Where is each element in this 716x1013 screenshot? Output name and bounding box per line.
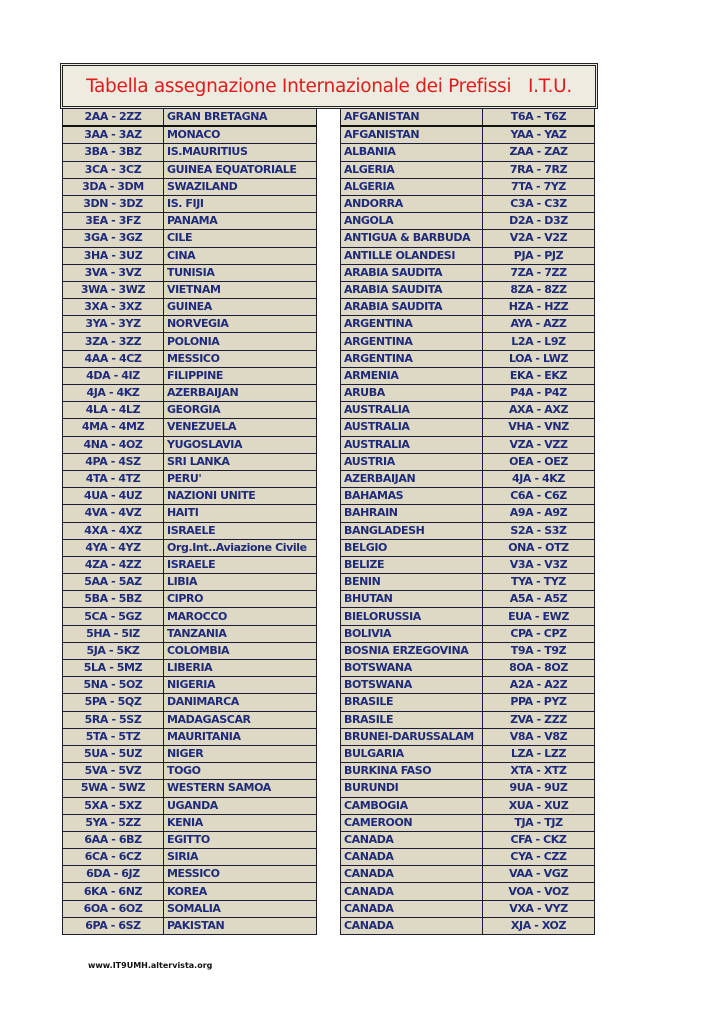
- country-cell: ALBANIA: [341, 144, 483, 161]
- table-row: [63, 178, 317, 195]
- right-prefix-table: [340, 108, 595, 935]
- country-cell: IS.MAURITIUS: [164, 144, 317, 161]
- country-cell: BELGIO: [341, 539, 483, 556]
- country-cell: BOLIVIA: [341, 625, 483, 642]
- country-cell: GRAN BRETAGNA: [164, 109, 317, 127]
- country-cell: GEORGIA: [164, 402, 317, 419]
- table-row: [341, 144, 595, 161]
- prefix-range-cell: V2A - V2Z: [483, 230, 595, 247]
- table-row: [63, 745, 317, 762]
- prefix-range-cell: 6KA - 6NZ: [63, 883, 164, 900]
- table-row: [63, 126, 317, 144]
- prefix-range-cell: 4UA - 4UZ: [63, 488, 164, 505]
- prefix-range-cell: EUA - EWZ: [483, 608, 595, 625]
- country-cell: POLONIA: [164, 333, 317, 350]
- country-cell: BURKINA FASO: [341, 763, 483, 780]
- country-cell: ANDORRA: [341, 195, 483, 212]
- prefix-range-cell: 6AA - 6BZ: [63, 831, 164, 848]
- table-row: [63, 728, 317, 745]
- prefix-range-cell: PJA - PJZ: [483, 247, 595, 264]
- prefix-range-cell: T6A - T6Z: [483, 109, 595, 127]
- table-row: [341, 711, 595, 728]
- prefix-range-cell: P4A - P4Z: [483, 385, 595, 402]
- table-row: [341, 385, 595, 402]
- table-row: [341, 367, 595, 384]
- country-cell: MADAGASCAR: [164, 711, 317, 728]
- prefix-range-cell: 3AA - 3AZ: [63, 126, 164, 144]
- prefix-range-cell: 8ZA - 8ZZ: [483, 281, 595, 298]
- country-cell: AUSTRALIA: [341, 419, 483, 436]
- prefix-range-cell: V3A - V3Z: [483, 556, 595, 573]
- prefix-range-cell: OEA - OEZ: [483, 453, 595, 470]
- country-cell: CILE: [164, 230, 317, 247]
- prefix-range-cell: L2A - L9Z: [483, 333, 595, 350]
- table-row: [341, 350, 595, 367]
- prefix-range-cell: 4DA - 4IZ: [63, 367, 164, 384]
- country-cell: CAMEROON: [341, 814, 483, 831]
- prefix-range-cell: LOA - LWZ: [483, 350, 595, 367]
- table-row: [341, 126, 595, 144]
- table-row: [341, 900, 595, 917]
- country-cell: SIRIA: [164, 849, 317, 866]
- country-cell: ARABIA SAUDITA: [341, 299, 483, 316]
- country-cell: EGITTO: [164, 831, 317, 848]
- country-cell: CINA: [164, 247, 317, 264]
- table-row: [63, 883, 317, 900]
- table-row: [63, 763, 317, 780]
- prefix-range-cell: 5WA - 5WZ: [63, 780, 164, 797]
- table-row: [341, 574, 595, 591]
- table-row: [63, 436, 317, 453]
- table-row: [341, 814, 595, 831]
- prefix-range-cell: ZVA - ZZZ: [483, 711, 595, 728]
- prefix-range-cell: CFA - CKZ: [483, 831, 595, 848]
- country-cell: MESSICO: [164, 350, 317, 367]
- country-cell: VIETNAM: [164, 281, 317, 298]
- country-cell: MAURITANIA: [164, 728, 317, 745]
- prefix-range-cell: 3YA - 3YZ: [63, 316, 164, 333]
- table-row: [341, 642, 595, 659]
- country-cell: CANADA: [341, 849, 483, 866]
- country-cell: MAROCCO: [164, 608, 317, 625]
- country-cell: CANADA: [341, 883, 483, 900]
- country-cell: TOGO: [164, 763, 317, 780]
- prefix-range-cell: A2A - A2Z: [483, 677, 595, 694]
- table-row: [63, 677, 317, 694]
- prefix-range-cell: 5TA - 5TZ: [63, 728, 164, 745]
- table-row: [341, 866, 595, 883]
- table-row: [341, 470, 595, 487]
- prefix-range-cell: 4YA - 4YZ: [63, 539, 164, 556]
- country-cell: BULGARIA: [341, 745, 483, 762]
- table-row: [341, 230, 595, 247]
- prefix-range-cell: D2A - D3Z: [483, 213, 595, 230]
- prefix-range-cell: 3DA - 3DM: [63, 178, 164, 195]
- footer-website: www.IT9UMH.altervista.org: [88, 961, 213, 970]
- prefix-range-cell: 4VA - 4VZ: [63, 505, 164, 522]
- country-cell: HAITI: [164, 505, 317, 522]
- table-row: [63, 213, 317, 230]
- prefix-range-cell: 5LA - 5MZ: [63, 660, 164, 677]
- prefix-range-cell: 4MA - 4MZ: [63, 419, 164, 436]
- prefix-range-cell: 6PA - 6SZ: [63, 917, 164, 934]
- country-cell: NAZIONI UNITE: [164, 488, 317, 505]
- table-row: [341, 178, 595, 195]
- table-row: [341, 264, 595, 281]
- country-cell: BENIN: [341, 574, 483, 591]
- prefix-range-cell: ONA - OTZ: [483, 539, 595, 556]
- table-row: [341, 677, 595, 694]
- country-cell: DANIMARCA: [164, 694, 317, 711]
- prefix-range-cell: 4JA - 4KZ: [483, 470, 595, 487]
- prefix-range-cell: 5XA - 5XZ: [63, 797, 164, 814]
- table-row: [63, 866, 317, 883]
- table-row: [341, 161, 595, 178]
- country-cell: FILIPPINE: [164, 367, 317, 384]
- country-cell: ALGERIA: [341, 178, 483, 195]
- country-cell: ARABIA SAUDITA: [341, 281, 483, 298]
- table-row: [63, 453, 317, 470]
- prefix-range-cell: 6DA - 6JZ: [63, 866, 164, 883]
- table-row: [63, 539, 317, 556]
- title-box: [60, 63, 598, 109]
- table-row: [63, 574, 317, 591]
- prefix-range-cell: 2AA - 2ZZ: [63, 109, 164, 127]
- table-row: [63, 144, 317, 161]
- prefix-range-cell: V8A - V8Z: [483, 728, 595, 745]
- prefix-range-cell: 3VA - 3VZ: [63, 264, 164, 281]
- country-cell: CANADA: [341, 831, 483, 848]
- country-cell: PANAMA: [164, 213, 317, 230]
- prefix-range-cell: EKA - EKZ: [483, 367, 595, 384]
- table-row: [341, 522, 595, 539]
- country-cell: ARGENTINA: [341, 333, 483, 350]
- table-row: [63, 230, 317, 247]
- prefix-range-cell: 3BA - 3BZ: [63, 144, 164, 161]
- prefix-range-cell: 8OA - 8OZ: [483, 660, 595, 677]
- table-row: [63, 419, 317, 436]
- table-row: [341, 745, 595, 762]
- country-cell: BOTSWANA: [341, 677, 483, 694]
- table-row: [341, 453, 595, 470]
- country-cell: AUSTRALIA: [341, 436, 483, 453]
- prefix-range-cell: 3EA - 3FZ: [63, 213, 164, 230]
- prefix-range-cell: 3DN - 3DZ: [63, 195, 164, 212]
- country-cell: IS. FIJI: [164, 195, 317, 212]
- prefix-range-cell: 5NA - 5OZ: [63, 677, 164, 694]
- prefix-range-cell: 4TA - 4TZ: [63, 470, 164, 487]
- table-row: [341, 797, 595, 814]
- prefix-range-cell: 5PA - 5QZ: [63, 694, 164, 711]
- country-cell: VENEZUELA: [164, 419, 317, 436]
- table-row: [341, 780, 595, 797]
- prefix-range-cell: XJA - XOZ: [483, 917, 595, 934]
- country-cell: SRI LANKA: [164, 453, 317, 470]
- country-cell: LIBERIA: [164, 660, 317, 677]
- table-row: [63, 505, 317, 522]
- prefix-range-cell: HZA - HZZ: [483, 299, 595, 316]
- table-row: [63, 797, 317, 814]
- table-row: [63, 780, 317, 797]
- country-cell: BURUNDI: [341, 780, 483, 797]
- table-row: [63, 711, 317, 728]
- prefix-range-cell: CYA - CZZ: [483, 849, 595, 866]
- table-row: [341, 109, 595, 127]
- country-cell: ISRAELE: [164, 522, 317, 539]
- prefix-range-cell: 4JA - 4KZ: [63, 385, 164, 402]
- table-row: [341, 488, 595, 505]
- prefix-range-cell: 7RA - 7RZ: [483, 161, 595, 178]
- table-row: [341, 694, 595, 711]
- prefix-range-cell: XUA - XUZ: [483, 797, 595, 814]
- table-row: [63, 556, 317, 573]
- country-cell: BOTSWANA: [341, 660, 483, 677]
- prefix-range-cell: VOA - VOZ: [483, 883, 595, 900]
- prefix-range-cell: 3ZA - 3ZZ: [63, 333, 164, 350]
- table-row: [341, 247, 595, 264]
- table-row: [63, 694, 317, 711]
- table-row: [63, 316, 317, 333]
- table-row: [341, 728, 595, 745]
- table-row: [63, 849, 317, 866]
- table-row: [341, 539, 595, 556]
- country-cell: AZERBAIJAN: [341, 470, 483, 487]
- country-cell: AFGANISTAN: [341, 109, 483, 127]
- table-row: [341, 505, 595, 522]
- prefix-range-cell: 3XA - 3XZ: [63, 299, 164, 316]
- country-cell: BOSNIA ERZEGOVINA: [341, 642, 483, 659]
- country-cell: AUSTRIA: [341, 453, 483, 470]
- table-row: [63, 402, 317, 419]
- country-cell: MESSICO: [164, 866, 317, 883]
- prefix-range-cell: VZA - VZZ: [483, 436, 595, 453]
- table-row: [63, 900, 317, 917]
- prefix-range-cell: XTA - XTZ: [483, 763, 595, 780]
- prefix-range-cell: 5YA - 5ZZ: [63, 814, 164, 831]
- country-cell: ARGENTINA: [341, 350, 483, 367]
- country-cell: KOREA: [164, 883, 317, 900]
- table-row: [341, 299, 595, 316]
- country-cell: AUSTRALIA: [341, 402, 483, 419]
- prefix-range-cell: AXA - AXZ: [483, 402, 595, 419]
- table-row: [341, 849, 595, 866]
- prefix-range-cell: 7TA - 7YZ: [483, 178, 595, 195]
- country-cell: ARUBA: [341, 385, 483, 402]
- table-row: [63, 470, 317, 487]
- prefix-range-cell: 5HA - 5IZ: [63, 625, 164, 642]
- table-row: [63, 333, 317, 350]
- table-row: [341, 419, 595, 436]
- country-cell: GUINEA: [164, 299, 317, 316]
- table-row: [63, 831, 317, 848]
- country-cell: LIBIA: [164, 574, 317, 591]
- prefix-range-cell: YAA - YAZ: [483, 126, 595, 144]
- country-cell: NORVEGIA: [164, 316, 317, 333]
- table-row: [63, 350, 317, 367]
- country-cell: BAHRAIN: [341, 505, 483, 522]
- table-row: [341, 316, 595, 333]
- table-row: [63, 917, 317, 934]
- table-row: [63, 195, 317, 212]
- prefix-range-cell: 4AA - 4CZ: [63, 350, 164, 367]
- country-cell: COLOMBIA: [164, 642, 317, 659]
- table-row: [341, 608, 595, 625]
- prefix-range-cell: 6OA - 6OZ: [63, 900, 164, 917]
- table-row: [341, 917, 595, 934]
- country-cell: ANTILLE OLANDESI: [341, 247, 483, 264]
- country-cell: TUNISIA: [164, 264, 317, 281]
- prefix-range-cell: 5VA - 5VZ: [63, 763, 164, 780]
- prefix-range-cell: T9A - T9Z: [483, 642, 595, 659]
- prefix-range-cell: VAA - VGZ: [483, 866, 595, 883]
- prefix-range-cell: 4ZA - 4ZZ: [63, 556, 164, 573]
- table-row: [63, 264, 317, 281]
- table-row: [63, 281, 317, 298]
- prefix-range-cell: 3HA - 3UZ: [63, 247, 164, 264]
- country-cell: BRASILE: [341, 711, 483, 728]
- left-prefix-table: [62, 108, 317, 935]
- country-cell: PAKISTAN: [164, 917, 317, 934]
- table-row: [63, 161, 317, 178]
- country-cell: GUINEA EQUATORIALE: [164, 161, 317, 178]
- country-cell: AFGANISTAN: [341, 126, 483, 144]
- table-row: [63, 247, 317, 264]
- prefix-range-cell: VHA - VNZ: [483, 419, 595, 436]
- prefix-range-cell: ZAA - ZAZ: [483, 144, 595, 161]
- prefix-range-cell: S2A - S3Z: [483, 522, 595, 539]
- prefix-range-cell: 4LA - 4LZ: [63, 402, 164, 419]
- country-cell: NIGER: [164, 745, 317, 762]
- country-cell: CANADA: [341, 866, 483, 883]
- country-cell: CANADA: [341, 917, 483, 934]
- country-cell: UGANDA: [164, 797, 317, 814]
- country-cell: Org.Int..Aviazione Civile: [164, 539, 317, 556]
- country-cell: SWAZILAND: [164, 178, 317, 195]
- country-cell: ARMENIA: [341, 367, 483, 384]
- table-row: [341, 281, 595, 298]
- prefix-range-cell: 4XA - 4XZ: [63, 522, 164, 539]
- prefix-range-cell: AYA - AZZ: [483, 316, 595, 333]
- country-cell: ANGOLA: [341, 213, 483, 230]
- prefix-range-cell: 3CA - 3CZ: [63, 161, 164, 178]
- prefix-range-cell: 5BA - 5BZ: [63, 591, 164, 608]
- table-row: [63, 488, 317, 505]
- table-row: [63, 591, 317, 608]
- table-row: [341, 831, 595, 848]
- table-row: [341, 883, 595, 900]
- table-row: [63, 608, 317, 625]
- table-row: [63, 299, 317, 316]
- prefix-range-cell: CPA - CPZ: [483, 625, 595, 642]
- page-title: Tabella assegnazione Internazionale dei Prefissi I.T.U.: [86, 75, 572, 97]
- country-cell: WESTERN SAMOA: [164, 780, 317, 797]
- country-cell: SOMALIA: [164, 900, 317, 917]
- country-cell: ARABIA SAUDITA: [341, 264, 483, 281]
- country-cell: BANGLADESH: [341, 522, 483, 539]
- table-row: [341, 556, 595, 573]
- table-row: [63, 625, 317, 642]
- table-row: [341, 763, 595, 780]
- table-row: [63, 814, 317, 831]
- table-row: [63, 385, 317, 402]
- table-row: [341, 213, 595, 230]
- country-cell: CIPRO: [164, 591, 317, 608]
- country-cell: PERU': [164, 470, 317, 487]
- prefix-range-cell: 7ZA - 7ZZ: [483, 264, 595, 281]
- prefix-range-cell: A9A - A9Z: [483, 505, 595, 522]
- prefix-range-cell: TYA - TYZ: [483, 574, 595, 591]
- prefix-range-cell: TJA - TJZ: [483, 814, 595, 831]
- table-row: [341, 195, 595, 212]
- table-row: [341, 660, 595, 677]
- prefix-range-cell: 5CA - 5GZ: [63, 608, 164, 625]
- prefix-range-cell: PPA - PYZ: [483, 694, 595, 711]
- prefix-range-cell: 5AA - 5AZ: [63, 574, 164, 591]
- table-row: [63, 109, 317, 127]
- prefix-range-cell: 3GA - 3GZ: [63, 230, 164, 247]
- country-cell: ISRAELE: [164, 556, 317, 573]
- table-row: [63, 367, 317, 384]
- prefix-range-cell: A5A - A5Z: [483, 591, 595, 608]
- country-cell: TANZANIA: [164, 625, 317, 642]
- country-cell: KENIA: [164, 814, 317, 831]
- country-cell: BHUTAN: [341, 591, 483, 608]
- table-row: [341, 436, 595, 453]
- country-cell: CAMBOGIA: [341, 797, 483, 814]
- country-cell: BRUNEI-DARUSSALAM: [341, 728, 483, 745]
- prefix-range-cell: 4PA - 4SZ: [63, 453, 164, 470]
- country-cell: BELIZE: [341, 556, 483, 573]
- prefix-range-cell: VXA - VYZ: [483, 900, 595, 917]
- prefix-range-cell: 3WA - 3WZ: [63, 281, 164, 298]
- table-row: [63, 522, 317, 539]
- table-row: [341, 402, 595, 419]
- country-cell: ALGERIA: [341, 161, 483, 178]
- table-row: [63, 660, 317, 677]
- country-cell: BAHAMAS: [341, 488, 483, 505]
- table-row: [341, 591, 595, 608]
- country-cell: AZERBAIJAN: [164, 385, 317, 402]
- prefix-range-cell: LZA - LZZ: [483, 745, 595, 762]
- prefix-range-cell: 9UA - 9UZ: [483, 780, 595, 797]
- country-cell: BRASILE: [341, 694, 483, 711]
- prefix-range-cell: C3A - C3Z: [483, 195, 595, 212]
- prefix-range-cell: 5UA - 5UZ: [63, 745, 164, 762]
- prefix-range-cell: 6CA - 6CZ: [63, 849, 164, 866]
- country-cell: ARGENTINA: [341, 316, 483, 333]
- prefix-range-cell: 4NA - 4OZ: [63, 436, 164, 453]
- prefix-range-cell: C6A - C6Z: [483, 488, 595, 505]
- table-row: [341, 333, 595, 350]
- table-row: [341, 625, 595, 642]
- country-cell: CANADA: [341, 900, 483, 917]
- country-cell: ANTIGUA & BARBUDA: [341, 230, 483, 247]
- country-cell: MONACO: [164, 126, 317, 144]
- country-cell: BIELORUSSIA: [341, 608, 483, 625]
- prefix-range-cell: 5RA - 5SZ: [63, 711, 164, 728]
- country-cell: NIGERIA: [164, 677, 317, 694]
- prefix-range-cell: 5JA - 5KZ: [63, 642, 164, 659]
- table-row: [63, 642, 317, 659]
- country-cell: YUGOSLAVIA: [164, 436, 317, 453]
